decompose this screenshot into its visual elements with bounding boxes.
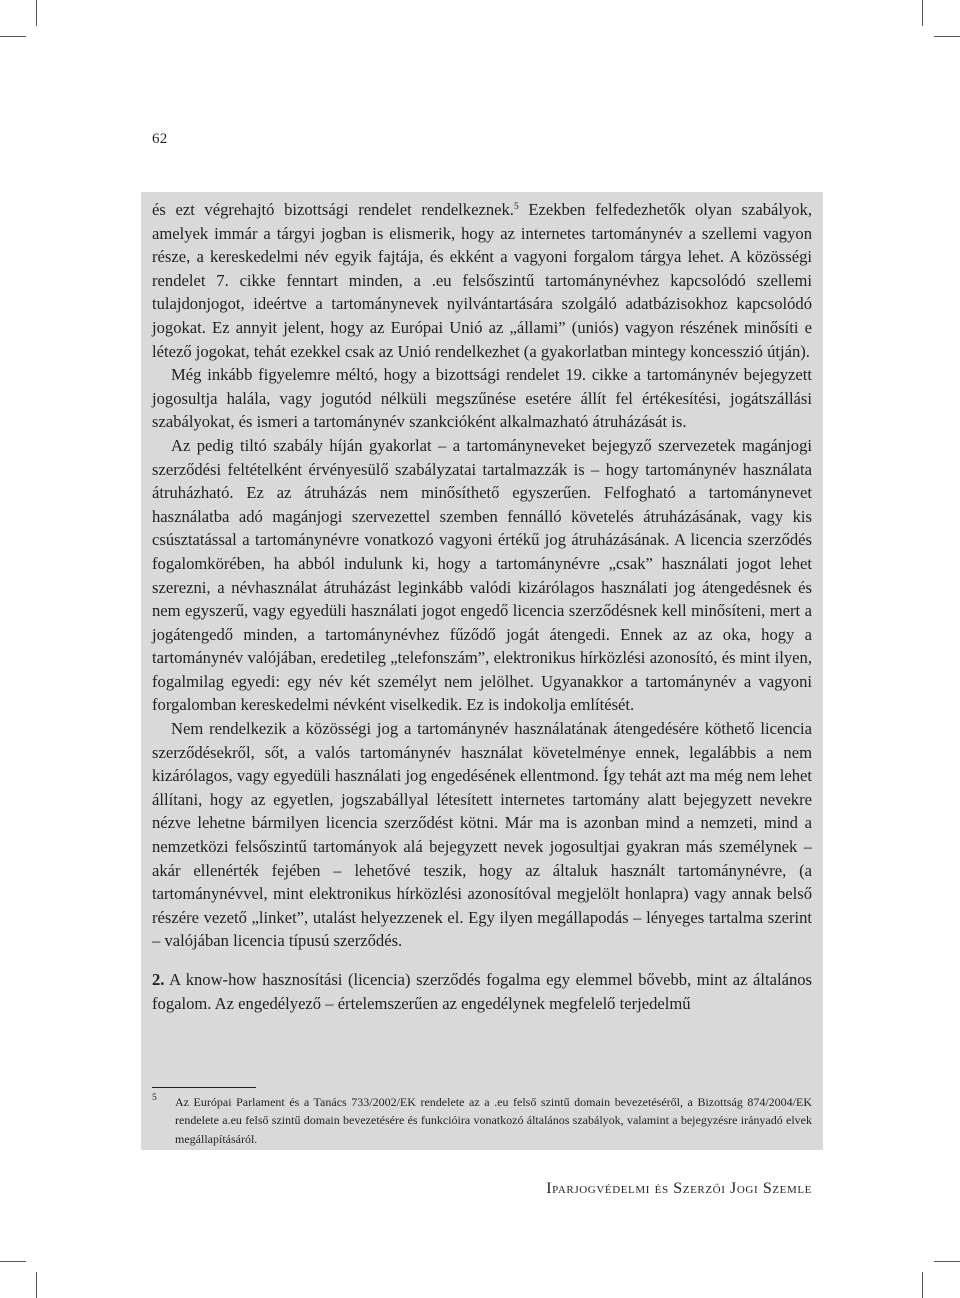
crop-mark: [934, 36, 960, 37]
paragraph: Még inkább figyelemre méltó, hogy a bizottsági rendelet 19. cikke a tartománynév bejegyzett jogosultja halála, vagy jogutód nélküli megszűnése esetére állít fel értékesítési, jogátszállási szabályokat, és ismeri a tartománynév szankcióként alkalmazható átruházását is.: [152, 365, 812, 432]
paragraph-text: és ezt végrehajtó bizottsági rendelet rendelkeznek.: [152, 200, 514, 219]
crop-mark: [922, 1272, 923, 1298]
section-text: A know-how hasznosítási (licencia) szerződés fogalma egy elemmel bővebb, mint az általános fogalom. Az engedélyező – értelemszerűen az engedélynek megfelelő terjedelmű: [152, 970, 812, 1013]
footnote-reference: 5: [513, 202, 519, 212]
paragraph: [152, 198, 812, 363]
numbered-section: [152, 968, 812, 1015]
page-number: 62: [152, 131, 168, 147]
running-title: Iparjogvédelmi és Szerzői Jogi Szemle: [546, 1180, 812, 1197]
crop-mark: [0, 36, 26, 37]
body-text: [152, 198, 812, 1015]
crop-mark: [36, 1272, 37, 1298]
paragraph-text: Ezekben felfedezhetők olyan szabályok, amelyek immár a tárgyi jogban is elismerik, hogy az internetes tartománynév a szellemi vagyon része, a kereskedelmi név egyik fajtája, és ekként a vagyoni forgalom tárgya lehet. A közösségi rendelet 7. cikke fenntart minden, a .eu felsőszintű tartománynévhez kapcsolódó szellemi tulajdonjogot, ideértve a tartománynevek nyilvántartására szolgáló adatbázisokhoz kapcsolódó jogokat. Ez annyit jelent, hogy az Európai Unió az „állami” (uniós) vagyon részének minősíti e létező jogokat, tehát ezekkel csak az Unió rendelkezhet (a gyakorlatban mintegy koncesszió útján).: [152, 200, 813, 361]
crop-mark: [934, 1261, 960, 1262]
footnote: [152, 1093, 812, 1148]
footnote-divider: [152, 1087, 256, 1088]
paragraph: Nem rendelkezik a közösségi jog a tartománynév használatának átengedésére köthető licencia szerződésekről, sőt, a valós tartománynév használat követelménye ennek, legalábbis a nem kizárólagos, vagy egyedüli használati jog engedésének ellentmond. Így tehát azt ma még nem lehet állítani, hogy az egyetlen, jogszabállyal létesített internetes tartomány alatt bejegyzett nevekre nézve lehetne bármilyen licencia szerződést kötni. Már ma is azonban mind a nemzeti, mind a nemzetközi felsőszintű tartományok alá bejegyzett nevek jogosultjai gyakran más személynek – akár ellenérték fejében – lehetővé teszik, hogy az általuk használt tartománynévre, (a tartománynévvel, mint elektronikus hírközlési azonosítóval megjelölt honlapra) vagy annak belső részére vezető „linket”, utalást helyezzenek el. Egy ilyen megállapodás – lényeges tartalma szerint – valójában licencia típusú szerződés.: [152, 719, 812, 951]
crop-mark: [0, 1261, 26, 1262]
crop-mark: [36, 0, 37, 26]
footnote-mark: 5: [152, 1093, 157, 1103]
crop-mark: [922, 0, 923, 26]
section-number: 2.: [152, 970, 165, 989]
footnote-text: Az Európai Parlament és a Tanács 733/2002/EK rendelete az a .eu felső szintű domain bevezetéséről, a Bizottság 874/2004/EK rendelete a.eu felső szintű domain bevezetésére és funkcióira vonatkozó általános szabályok, valamint a bejegyzésre irányadó elvek megállapításáról.: [175, 1095, 812, 1146]
paragraph: Az pedig tiltó szabály híján gyakorlat – a tartományneveket bejegyző szervezetek magánjogi szerződési feltételként érvényesülő szabályzatai tartalmazzák is – hogy tartománynév használata átruházható. Ez az átruházás nem minősíthető egyszerűen. Felfogható a tartománynevet használatba adó magánjogi szervezettel szemben fennálló követelés átruházásának, vagy kis csúsztatással a tartománynévre vonatkozó vagyoni értékű jog átruházásának. A licencia szerződés fogalomkörében, ha abból indulunk ki, hogy a tartománynévre „csak” használati jogot lehet szerezni, a névhasználat átruházást leginkább valódi kizárólagos használati jog átengedésnek és nem egyszerű, vagy egyedüli használati jogot engedő licencia szerződésnek kell minősíteni, mert a jogátengedő minden, a tartománynévhez fűződő jogát átengedi. Ennek az az oka, hogy a tartománynév valójában, eredetileg „telefonszám”, elektronikus hírközlési azonosító, és mint ilyen, fogalmilag egyedi: egy név két személyt nem jelölhet. Ugyanakkor a tartománynév a vagyoni forgalomban kereskedelmi névként viselkedik. Ez is indokolja említését.: [152, 435, 812, 715]
